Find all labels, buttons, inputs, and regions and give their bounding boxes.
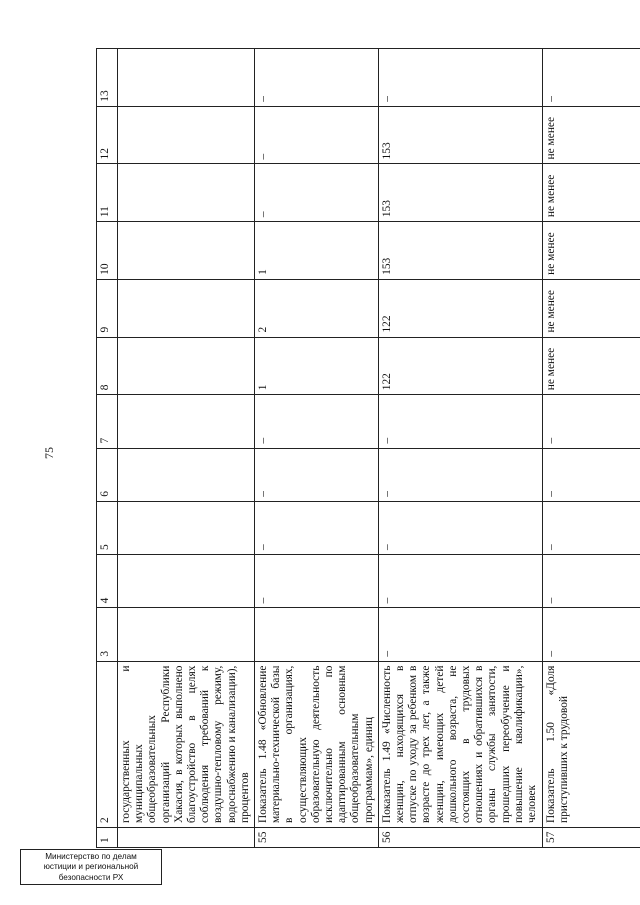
column-header: 6 [97,448,118,501]
value-cell [118,222,255,280]
value-cell: – [378,395,542,448]
value-cell [118,49,255,107]
indicator-name-cell: государственных и муниципальных общеобразовательных организаций Республики Хакасия, в которых выполнено благоустройство в целях соблюдения требований к воздушно-тепловому режиму, водоснабжению и канализации), процентов [118,661,255,827]
value-cell [118,501,255,554]
indicator-name-cell: Показатель 1.48 «Обновление материально-технической базы в организациях, осуществляющих образовательную деятельность исключительно по адаптированным основным общеобразовательным программам», единиц [255,661,379,827]
column-header: 7 [97,395,118,448]
column-header: 10 [97,222,118,280]
column-header: 3 [97,608,118,661]
stamp-line: Министерство по делам [45,852,137,861]
value-cell: – [378,501,542,554]
value-cell: 122 [378,337,542,395]
value-cell: – [378,608,542,661]
value-cell: 1 [255,337,379,395]
value-cell: 153 [378,222,542,280]
table-row [255,49,379,848]
row-number-cell [118,828,255,848]
column-header: 1 [97,828,118,848]
value-cell: 153 [378,106,542,164]
table-row [378,49,542,848]
column-header: 2 [97,661,118,827]
value-cell [255,608,379,661]
value-cell: 122 [378,279,542,337]
value-cell: – [255,49,379,107]
value-cell [118,608,255,661]
indicator-table [96,48,640,848]
value-cell: – [542,49,640,107]
value-cell: – [542,395,640,448]
table-header-row [97,49,118,848]
value-cell: 1 [255,222,379,280]
row-number-cell: 55 [255,828,379,848]
column-header: 4 [97,555,118,608]
value-cell: – [255,164,379,222]
value-cell: – [255,106,379,164]
value-cell: не менее [542,337,640,395]
row-number-cell: 57 [542,828,640,848]
table-row [542,49,640,848]
value-cell [118,395,255,448]
value-cell: – [255,448,379,501]
value-cell: не менее [542,279,640,337]
ministry-stamp [20,849,162,885]
value-cell [118,279,255,337]
row-number-cell: 56 [378,828,542,848]
value-cell: – [378,448,542,501]
stamp-line: безопасности РХ [58,872,124,882]
value-cell: – [378,49,542,107]
indicator-name-cell: Показатель 1.50 «Доля приступивших к трудовой [542,661,640,827]
column-header: 9 [97,279,118,337]
value-cell [118,106,255,164]
value-cell: 153 [378,164,542,222]
value-cell [118,337,255,395]
indicator-name-cell: Показатель 1.49 «Численность женщин, находящихся в отпуске по уходу за ребенком в возрасте до трех лет, а также женщин, имеющих детей дошкольного возраста, не состоящих в трудовых отношениях и обратившихся в органы службы занятости, прошедших переобучение и повышение квалификации», человек [378,661,542,827]
value-cell: – [255,395,379,448]
value-cell: – [542,448,640,501]
table-row [118,49,255,848]
column-header: 8 [97,337,118,395]
value-cell: – [255,555,379,608]
value-cell: 2 [255,279,379,337]
stamp-line: юстиции и региональной [43,862,139,872]
value-cell [118,555,255,608]
table-body [118,49,640,848]
value-cell: не менее [542,164,640,222]
page-number: 75 [42,447,56,459]
column-header: 11 [97,164,118,222]
value-cell: не менее [542,222,640,280]
value-cell: не менее [542,106,640,164]
column-header: 13 [97,49,118,107]
value-cell: – [255,501,379,554]
column-header: 5 [97,501,118,554]
value-cell [118,164,255,222]
data-table-rotated [96,48,616,848]
value-cell: – [542,555,640,608]
value-cell: – [542,501,640,554]
value-cell [118,448,255,501]
value-cell: – [542,608,640,661]
column-header: 12 [97,106,118,164]
value-cell: – [378,555,542,608]
